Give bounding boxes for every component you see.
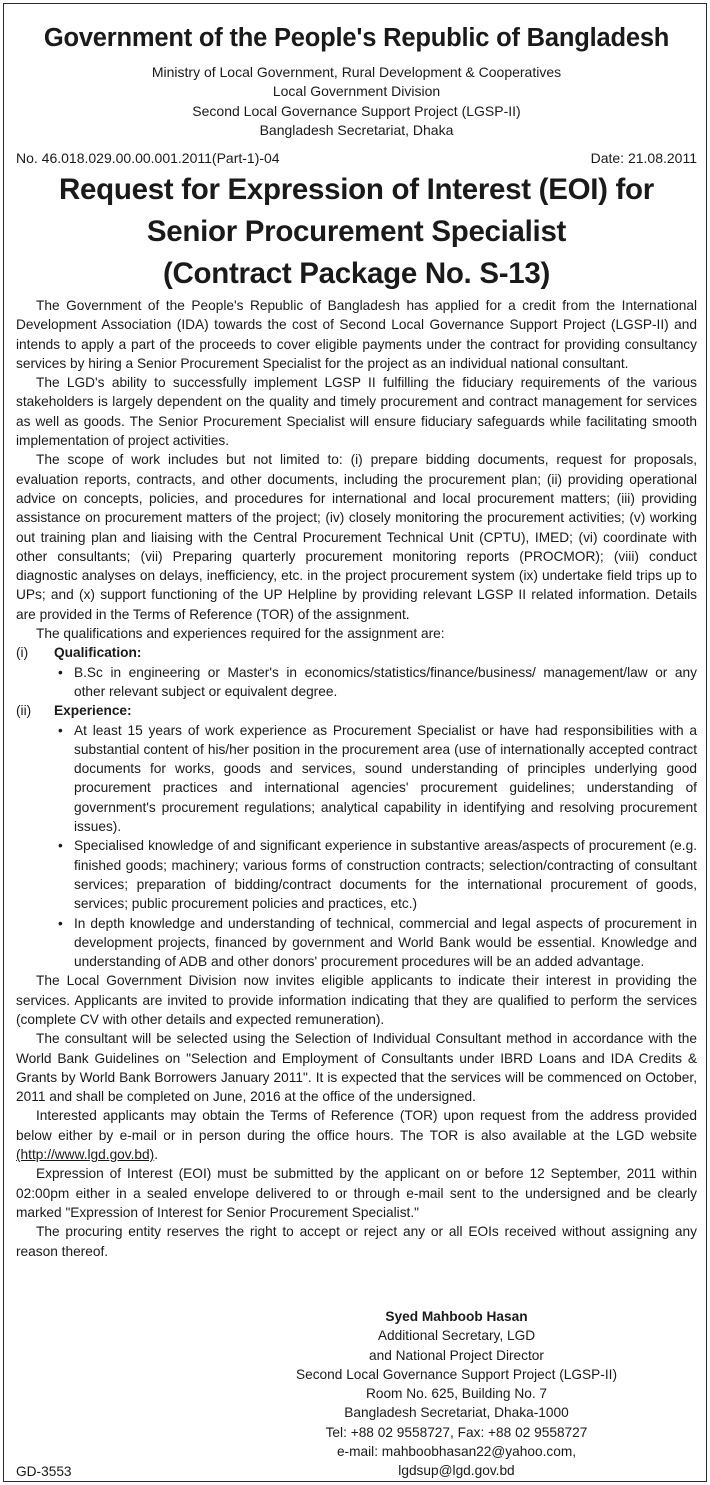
paragraph-submission: Expression of Interest (EOI) must be submitted by the applicant on or before 12 September, 2011 within 02:00pm either in a sealed envelope delivered to or through e-mail sent to the undersigned and be clearly marked "Expression of Interest for Senior Procurement Specialist."	[16, 1166, 697, 1220]
lgd-website-link[interactable]: (http://www.lgd.gov.bd)	[16, 1147, 155, 1163]
signatory-name: Syed Mahboob Hasan	[385, 1309, 528, 1324]
signatory-room: Room No. 625, Building No. 7	[365, 1386, 548, 1402]
experience-list	[16, 721, 697, 972]
signature-block	[16, 1307, 697, 1481]
reference-number: No. 46.018.029.00.00.001.2011(Part-1)-04	[16, 150, 280, 166]
paragraph-ability: The LGD's ability to successfully implement LGSP II fulfilling the fiduciary requirements of the various stakeholders is largely dependent on the quality and timely procurement and contract management for services as well as goods. The Senior Procurement Specialist will ensure fiduciary safeguards while facilitating smooth implementation of project activities.	[16, 375, 697, 449]
notice-frame	[3, 3, 707, 1482]
experience-heading	[16, 701, 697, 720]
paragraph-tor	[16, 1106, 697, 1164]
paragraph-scope: The scope of work includes but not limited to: (i) prepare bidding documents, request for proposals, evaluation reports, contracts, and other documents, including the procurement plan; (ii) providing operational advice on concepts, policies, and procedures for international and local procurement matters; (iii) providing assistance on procurement matters of the project; (iv) closely monitoring the procurement activities; (v) working out training plan and liaising with the Central Procurement Technical Unit (CPTU), IMED; (vi) coordinate with other consultants; (vii) Preparing quarterly procurement monitoring reports (PROCMOR); (viii) conduct diagnostic analyses on delays, inefficiency, etc. in the project procurement system (ix) undertake field trips up to UPs; and (x) support functioning of the UP Helpline by providing relevant LGSP II related information. Details are provided in the Terms of Reference (TOR) of the assignment.	[16, 452, 697, 622]
notice-title-line-1: Request for Expression of Interest (EOI) for	[59, 173, 654, 206]
address-line: Bangladesh Secretariat, Dhaka	[259, 122, 454, 138]
signatory-email-2[interactable]: lgdsup@lgd.gov.bd	[398, 1463, 515, 1479]
signatory-phone: Tel: +88 02 9558727, Fax: +88 02 9558727	[325, 1424, 588, 1440]
project-line: Second Local Governance Support Project (LGSP-II)	[192, 103, 521, 119]
list-item: • Specialised knowledge of and significant experience in substantive areas/aspects of procurement (e.g. finished goods; machinery; various forms of construction contracts; selection/contracting of consultant services; preparation of bidding/contract documents for the international procurement of goods, services; public procurement policies and practices, etc.)	[74, 836, 697, 913]
list-item: • At least 15 years of work experience as Procurement Specialist or have had responsibilities with a substantial content of his/her position in the procurement area (use of internationally accepted contract documents for works, goods and services, sound understanding of principles underlying good procurement practices and international agencies' procurement guidelines; understanding of government's procurement regulations; analytical capability in identifying and resolving procurement issues).	[74, 721, 697, 837]
tor-end: .	[154, 1147, 159, 1163]
ministry-line: Ministry of Local Government, Rural Development & Cooperatives	[151, 64, 562, 80]
qualification-list	[16, 663, 697, 702]
qualification-heading	[16, 643, 697, 662]
notice-title-line-3: (Contract Package No. S-13)	[163, 257, 550, 290]
experience-label: Experience:	[54, 703, 132, 719]
signatory-role: and National Project Director	[369, 1347, 544, 1363]
paragraph-selection: The consultant will be selected using the Selection of Individual Consultant method in accordance with the World Bank Guidelines on "Selection and Employment of Consultants under IBRD Loans and IDA Credits & Grants by World Bank Borrowers January 2011". It is expected that the services will be commenced on October, 2011 and shall be completed on June, 2016 at the office of the undersigned.	[16, 1031, 697, 1105]
signatory-email[interactable]: e-mail: mahboobhasan22@yahoo.com,	[336, 1444, 577, 1460]
paragraph-invitation: The Local Government Division now invites eligible applicants to indicate their interest in providing the services. Applicants are invited to provide information indicating that they are qualified to perform the services (complete CV with other details and expected remuneration).	[16, 973, 697, 1027]
experience-number: (ii)	[16, 703, 32, 719]
notice-title-line-2: Senior Procurement Specialist	[146, 215, 567, 248]
notice-body	[16, 296, 697, 1261]
paragraph-requirements: The qualifications and experiences required for the assignment are:	[36, 626, 445, 642]
list-item: • B.Sc in engineering or Master's in economics/statistics/finance/business/ management/law or any other relevant subject or equivalent degree.	[74, 663, 697, 702]
signatory-address: Bangladesh Secretariat, Dhaka-1000	[344, 1405, 569, 1421]
government-title: Government of the People's Republic of Bangladesh	[43, 24, 670, 52]
paragraph-intro: The Government of the People's Republic of Bangladesh has applied for a credit from the International Development Association (IDA) towards the cost of Second Local Governance Support Project (LGSP-II) and intends to apply a part of the proceeds to cover eligible payments under the contract for providing consultancy services by hiring a Senior Procurement Specialist for the project as an individual national consultant.	[16, 298, 697, 371]
paragraph-reservation: The procuring entity reserves the right to accept or reject any or all EOIs received without assigning any reason thereof.	[16, 1224, 697, 1259]
qualification-label: Qualification:	[54, 645, 142, 661]
list-item: • In depth knowledge and understanding of technical, commercial and legal aspects of procurement in development projects, financed by government and World Bank would be essential. Knowledge and understanding of ADB and other donors' procurement procedures will be an added advantage.	[74, 914, 697, 972]
tor-text: Interested applicants may obtain the Terms of Reference (TOR) upon request from the address provided below either by e-mail or in person during the office hours. The TOR is also available at the LGD website	[16, 1108, 697, 1143]
division-line: Local Government Division	[272, 83, 441, 99]
signatory-designation: Additional Secretary, LGD	[377, 1328, 536, 1344]
notice-date: Date: 21.08.2011	[590, 150, 697, 166]
qualification-number: (i)	[16, 645, 29, 661]
signatory-project: Second Local Governance Support Project (LGSP-II)	[295, 1366, 618, 1382]
gd-code: GD-3553	[16, 1464, 72, 1479]
